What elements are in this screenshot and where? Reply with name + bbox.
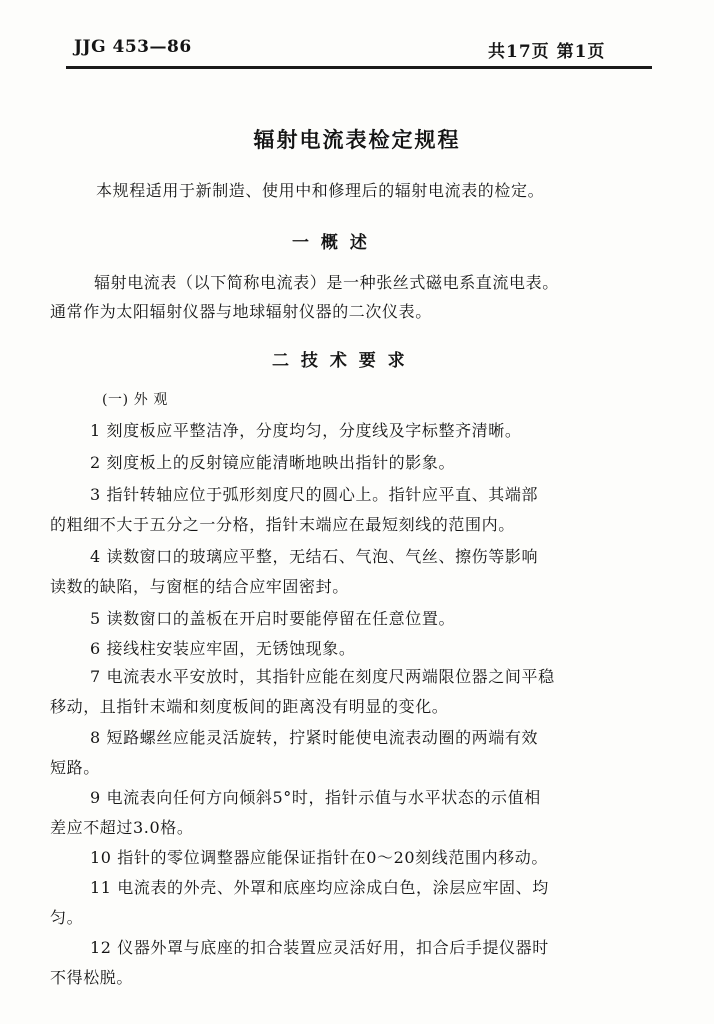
- section-1-line: 通常作为太阳辐射仪器与地球辐射仪器的二次仪表。: [50, 302, 432, 321]
- page-count: 共17页 第1页: [488, 42, 606, 62]
- standard-code: JJG 453—86: [74, 37, 192, 57]
- requirement-line: 差应不超过3.0格。: [50, 818, 194, 837]
- section-2-heading: 二 技 术 要 求: [272, 351, 408, 371]
- requirement-line: 4 读数窗口的玻璃应平整，无结石、气泡、气丝、擦伤等影响: [90, 547, 539, 566]
- section-1-line: 辐射电流表（以下简称电流表）是一种张丝式磁电系直流电表。: [94, 273, 559, 292]
- requirement-line: 7 电流表水平安放时，其指针应能在刻度尺两端限位器之间平稳: [90, 667, 555, 686]
- requirement-line: 不得松脱。: [50, 968, 134, 987]
- header-rule: [66, 66, 652, 69]
- requirement-line: 移动，且指针末端和刻度板间的距离没有明显的变化。: [50, 697, 449, 716]
- requirement-line: 读数的缺陷，与窗框的结合应牢固密封。: [50, 577, 349, 596]
- requirement-line: 3 指针转轴应位于弧形刻度尺的圆心上。指针应平直、其端部: [90, 485, 539, 504]
- section-1-heading: 一 概 述: [292, 233, 370, 253]
- intro-text: 本规程适用于新制造、使用中和修理后的辐射电流表的检定。: [96, 181, 545, 200]
- requirement-line: 5 读数窗口的盖板在开启时要能停留在任意位置。: [90, 609, 456, 628]
- requirement-line: 10 指针的零位调整器应能保证指针在0～20刻线范围内移动。: [90, 848, 548, 867]
- requirement-line: 6 接线柱安装应牢固，无锈蚀现象。: [90, 639, 356, 658]
- requirement-line: 9 电流表向任何方向倾斜5°时，指针示值与水平状态的示值相: [90, 788, 541, 807]
- page-title: 辐射电流表检定规程: [253, 127, 461, 152]
- requirement-line: 的粗细不大于五分之一分格，指针末端应在最短刻线的范围内。: [50, 515, 515, 534]
- requirement-line: 匀。: [50, 908, 84, 927]
- requirement-line: 8 短路螺丝应能灵活旋转，拧紧时能使电流表动圈的两端有效: [90, 728, 539, 747]
- requirement-line: 11 电流表的外壳、外罩和底座均应涂成白色，涂层应牢固、均: [90, 878, 549, 897]
- requirement-line: 短路。: [50, 758, 100, 777]
- requirement-line: 1 刻度板应平整洁净，分度均匀，分度线及字标整齐清晰。: [90, 421, 522, 440]
- requirement-line: 12 仪器外罩与底座的扣合装置应灵活好用，扣合后手提仪器时: [90, 938, 549, 957]
- requirement-line: 2 刻度板上的反射镜应能清晰地映出指针的影象。: [90, 453, 456, 472]
- subsection-heading: (一) 外 观: [102, 392, 169, 408]
